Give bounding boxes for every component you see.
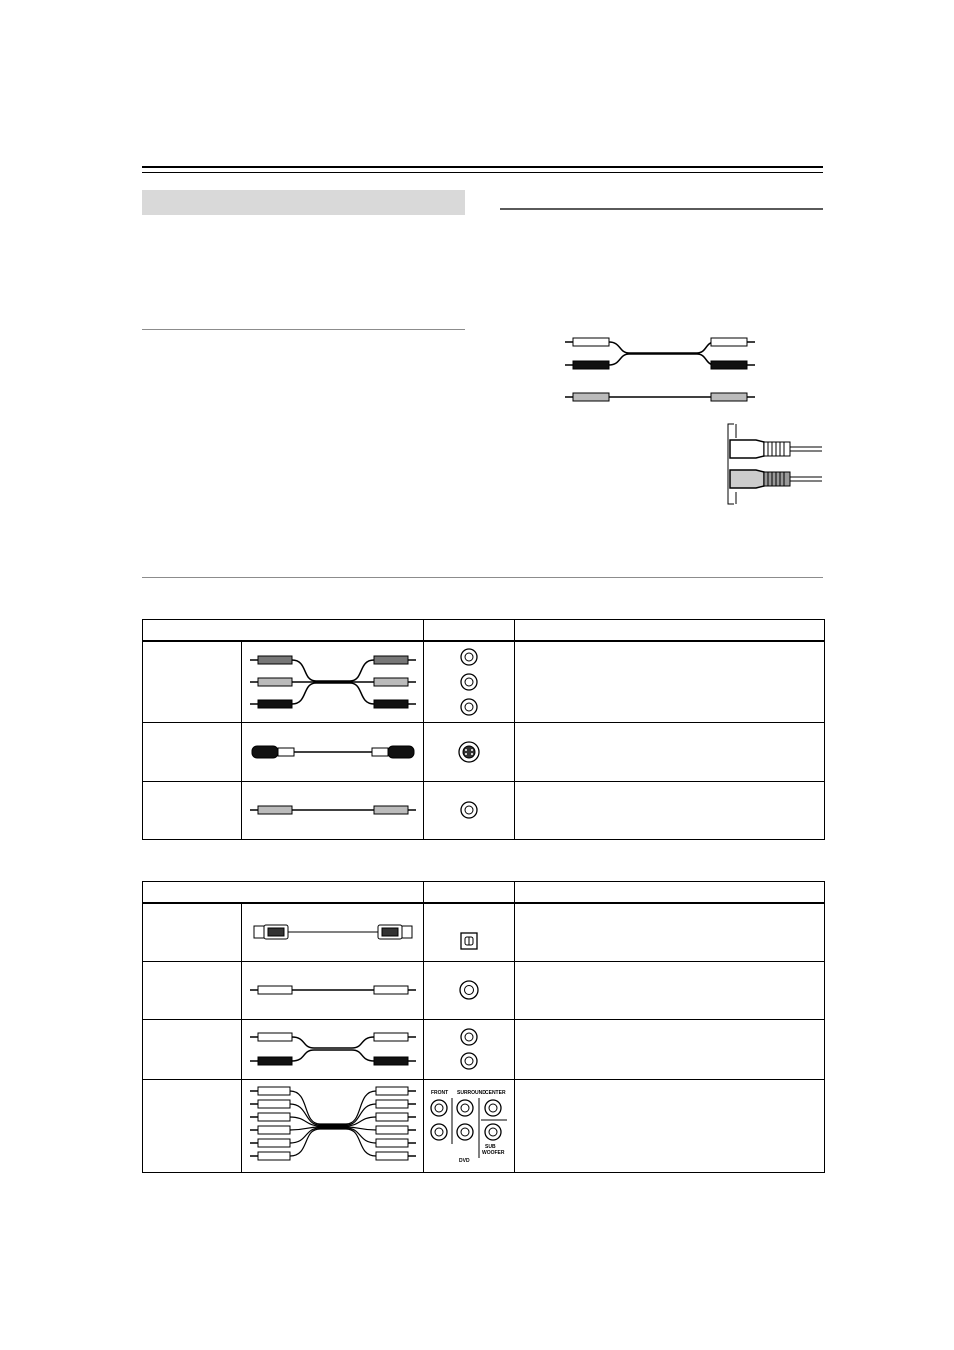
cable-cell [242,641,424,722]
composite-video-cable-icon [250,803,416,817]
row-label-cell [143,1019,242,1079]
video-table-header-description [515,620,825,642]
multichannel-audio-cable-icon [250,1086,416,1166]
analog-audio-cable-icon [250,1030,416,1068]
row-label-cell [143,781,242,839]
optical-cable-icon [250,922,416,942]
jack-cell [424,781,515,839]
cable-cell [242,1079,424,1172]
jack-cell [424,1019,515,1079]
stereo-and-mono-cable-illustration [565,335,755,405]
description-cell [515,641,825,722]
panel-label-surround: SURROUND [457,1089,486,1096]
cable-cell [242,961,424,1019]
component-video-cable-icon [250,646,416,718]
analog-audio-jack-icon [457,1025,481,1073]
table-row [143,722,825,781]
table-row [143,903,825,961]
optical-jack-icon [457,911,481,953]
video-table-header-row [143,620,825,642]
top-rule-thick [142,166,823,168]
audio-connection-table [142,881,825,1173]
right-subsection-rule [500,208,823,210]
video-table-header-jack [424,620,515,642]
cable-cell [242,1019,424,1079]
jack-cell [424,1079,515,1172]
panel-label-center: CENTER [485,1089,506,1096]
audio-table-header-description [515,882,825,904]
left-subsection-rule [142,329,465,330]
jack-cell [424,722,515,781]
component-video-jack-icon [457,645,481,719]
table-row [143,781,825,839]
s-video-jack-icon [457,740,481,764]
section-divider [142,577,823,578]
description-cell [515,961,825,1019]
audio-table-header-jack [424,882,515,904]
composite-video-jack-icon [457,798,481,822]
row-label-cell [143,961,242,1019]
cable-cell [242,781,424,839]
table-row [143,641,825,722]
description-cell [515,722,825,781]
panel-label-sub: SUB [485,1143,496,1150]
description-cell [515,1079,825,1172]
coaxial-cable-icon [250,983,416,997]
jack-cell [424,903,515,961]
multichannel-jack-panel-icon [429,1086,509,1166]
jack-cell [424,961,515,1019]
audio-table-header-row [143,882,825,904]
audio-table-header-cable [143,882,424,904]
cable-cell [242,722,424,781]
row-label-cell [143,1079,242,1172]
section-heading-band [142,190,465,215]
cable-cell [242,903,424,961]
video-connection-table [142,619,825,840]
jack-cell [424,641,515,722]
panel-label-dvd: DVD [459,1157,470,1164]
row-label-cell [143,722,242,781]
description-cell [515,903,825,961]
table-row [143,961,825,1019]
panel-label-front: FRONT [431,1089,449,1096]
plug-insertion-illustration [722,422,822,506]
table-row [143,1079,825,1172]
video-table-header-cable [143,620,424,642]
description-cell [515,1019,825,1079]
top-rule-thin [142,172,823,173]
row-label-cell [143,641,242,722]
description-cell [515,781,825,839]
row-label-cell [143,903,242,961]
s-video-cable-icon [250,742,416,762]
coaxial-jack-icon [457,978,481,1002]
panel-label-woofer: WOOFER [482,1149,505,1156]
table-row [143,1019,825,1079]
